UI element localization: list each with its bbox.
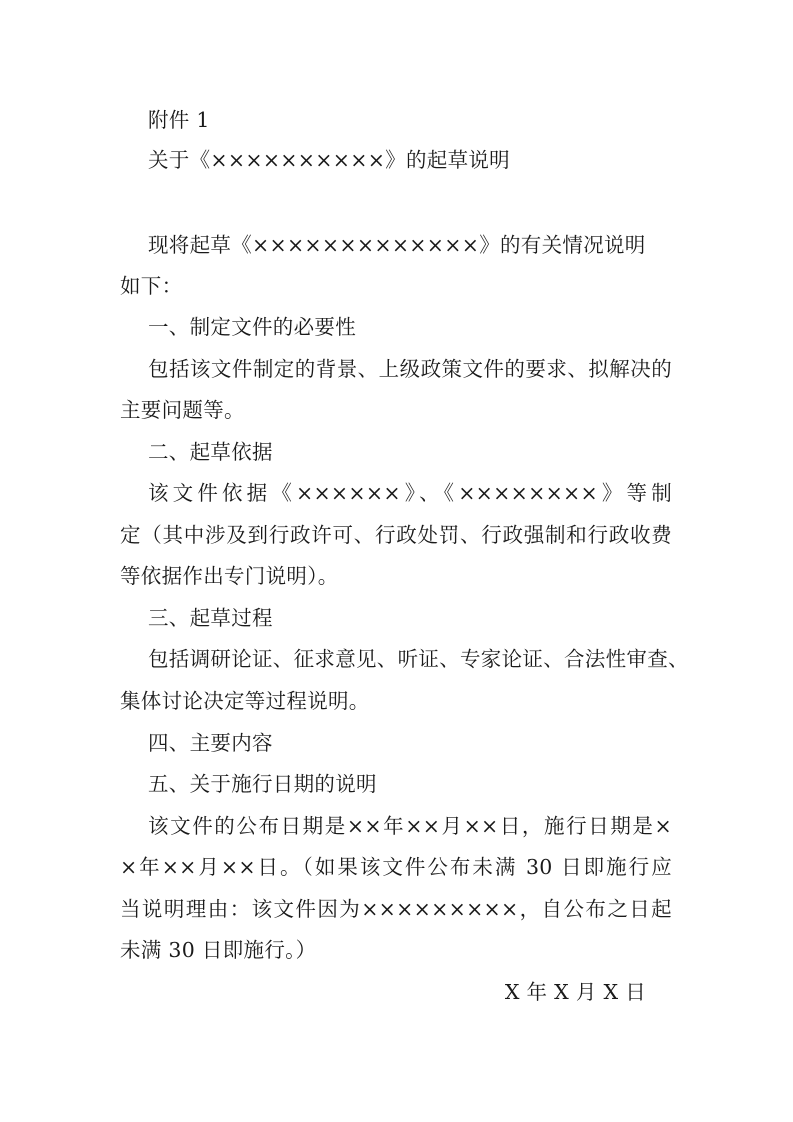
section-3-body-line-1: 包括调研论证、征求意见、听证、专家论证、合法性审查、	[148, 647, 689, 671]
section-5-body-line-4: 未满 30 日即施行。）	[120, 938, 317, 962]
section-1-body-line-1: 包括该文件制定的背景、上级政策文件的要求、拟解决的	[148, 357, 672, 381]
section-2-body-line-3: 等依据作出专门说明）。	[120, 564, 339, 588]
document-date: X 年 X 月 X 日	[504, 980, 646, 1004]
attachment-label: 附件 1	[148, 108, 210, 132]
section-2-body-line-1: 该文件依据《××××××》、《××××××××》等制	[148, 481, 672, 505]
intro-paragraph-line-2: 如下：	[120, 274, 183, 298]
section-3-body-line-2: 集体讨论决定等过程说明。	[120, 689, 370, 713]
section-3-heading: 三、起草过程	[148, 606, 273, 630]
section-5-heading: 五、关于施行日期的说明	[148, 772, 377, 796]
section-5-body-line-1: 该文件的公布日期是××年××月××日，施行日期是×	[148, 814, 672, 838]
document-title: 关于《××××××××××》的起草说明	[148, 148, 510, 172]
section-1-heading: 一、制定文件的必要性	[148, 315, 356, 339]
section-5-body-line-3: 当说明理由：该文件因为×××××××××，自公布之日起	[120, 897, 672, 921]
intro-paragraph-line-1: 现将起草《×××××××××××××》的有关情况说明	[148, 233, 646, 257]
section-4-heading: 四、主要内容	[148, 731, 273, 755]
section-1-body-line-2: 主要问题等。	[120, 398, 245, 422]
section-5-body-line-2: ×年××月××日。（如果该文件公布未满 30 日即施行应	[120, 855, 672, 879]
section-2-heading: 二、起草依据	[148, 440, 273, 464]
section-2-body-line-2: 定（其中涉及到行政许可、行政处罚、行政强制和行政收费	[120, 523, 672, 547]
